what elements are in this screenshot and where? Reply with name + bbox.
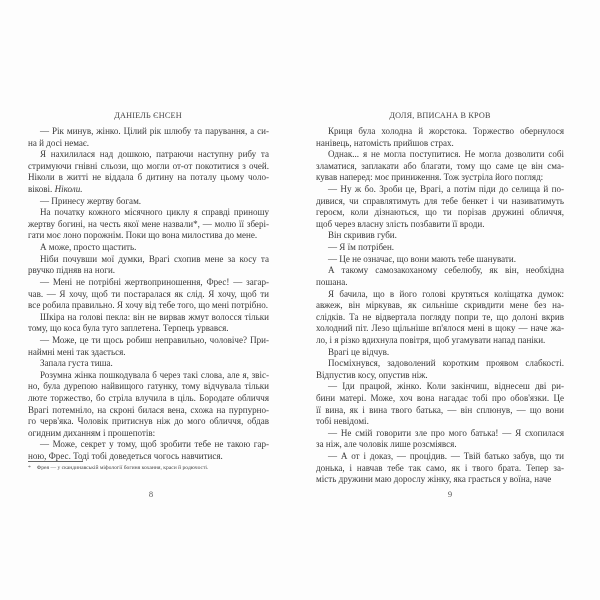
right-page [300, 0, 600, 600]
text-line: го черв'яка. Чоловік притиснув ніж до мого обличчя, обдав [28, 416, 269, 427]
text-line: Запала густа тиша. [40, 358, 113, 369]
text-line: за ніж, але чоловік лише розсміявся. [316, 439, 457, 450]
text-line: — Рік минув, жінко. Цілий рік шлюбу та парування, а си- [40, 126, 269, 136]
left-page [0, 0, 296, 600]
text-line: — Я їм потрібен. [328, 242, 395, 253]
text-line: нанівець, натомість прийшов страх. [316, 137, 454, 148]
text-line: чав. — Я хочу, щоб ти постаралася як слід. Я хочу, щоб ти [28, 288, 269, 299]
text-line: гати моє лоно порожнім. Поки що вона милостива до мене. [28, 230, 258, 241]
text-line: Криця була холодна й жорстока. Торжество обернулося [328, 126, 564, 136]
text-line: — Може, це ти щось робиш неправильно, чоловіче? При- [40, 334, 269, 345]
text-line: люте торжество, бо стріла влучила в ціль. Бородате обличчя [28, 393, 269, 404]
text-line: бини матері. Може, хоч вона нагадає тобі про обов'язки. Це [316, 393, 564, 404]
page-number-left: 8 [148, 489, 154, 499]
text-line: зламатися, заплакати або благати, тому що саме це він сма- [316, 160, 564, 171]
text-line: Я бачила, що в його голові крутяться коліщатка думок: [328, 288, 564, 299]
text-line: Він скривив губи. [328, 230, 397, 241]
footnote [28, 465, 208, 471]
text-line: вікові. Ніколи. [28, 184, 83, 195]
text-line: рвучко підняв на ноги. [28, 265, 116, 276]
italic-emphasis: Ніколи. [54, 184, 83, 195]
text-line: Я нахилилася над дошкою, патраючи наступну рибу та [40, 149, 269, 160]
footnote-divider [28, 461, 83, 462]
text-line: тому, що коса була туго заплетена. Терпець урвався. [28, 323, 229, 334]
text-line: наймні мені так здається. [28, 346, 126, 357]
text-line: — Це не означає, що вони мають тебе шанувати. [328, 253, 516, 264]
text-line: на й досі немає. [28, 137, 90, 148]
left-page-body [28, 126, 269, 463]
text-line: її вина, як і вина твого батька, — він сплюнув, — що вони [316, 404, 564, 415]
footnote-mark: * [28, 465, 31, 471]
text-line: А такому самозакоханому себелюбу, як він, необхідна [328, 265, 564, 276]
text-line: стримуючи гнівні сльози, що могли от-от покотитися з очей. [28, 160, 269, 171]
text-line: Розумна жінка пошкодувала б через такі слова, але я, звіс- [40, 369, 269, 380]
text-line: — Мені не потрібні жертвоприношення, Фрес! — загар- [40, 276, 269, 287]
text-line: ною, Фрес. Тоді тобі доведеться чогось навчитися. [28, 451, 223, 462]
text-line: огидним диханням і прошепотів: [28, 427, 156, 438]
text-line: На початку кожного місячного циклу я справді приношу [40, 207, 269, 218]
footnote-text: Фрея — у скандинавській міфології богиня кохання, краси й родючості. [36, 465, 209, 471]
text-line: Врагі це відчув. [328, 346, 390, 357]
running-head-author: ДАНІЕЛЬ ЄНСЕН [114, 111, 182, 120]
text-line: мість дружини маю дорослу жінку, яка грається у воїна, наче [316, 474, 552, 485]
text-line: кував наперед: моє приниження. Тож зустріла його погляд: [316, 172, 544, 183]
text-line: пошана. [316, 276, 348, 287]
text-line: Посміхнувся, задоволений коротким проявом слабкості. [328, 358, 564, 369]
text-line: щоб через власну злість позбавити її вроди. [316, 218, 485, 229]
text-line: Ніби почувши мої думки, Врагі схопив мене за косу та [40, 253, 269, 264]
text-line: — Ну ж бо. Зроби це, Врагі, а потім піди до селища й по- [328, 184, 564, 195]
text-line: ло, і я різко вдихнула повітря, щоб угамувати напад паніки. [316, 334, 546, 345]
text-line: все робила правильно. Я хочу від тебе того, що мені потрібно. [28, 300, 268, 311]
text-line: дивися, чи справлятимуть для тебе бенкет і чи називатимуть [316, 195, 564, 206]
text-line: донька, і навчав тебе так само, як і твого брата. Тепер за- [316, 462, 564, 473]
text-line: жертву богині, на честь якої мене назвали*, — молю її збері- [28, 218, 269, 229]
text-line: тобі невідомі. [316, 416, 369, 427]
text-line: Шкіра на голові пекла: він не вирвав жмут волосся тільки [40, 311, 269, 322]
right-page-body [316, 126, 564, 486]
text-line: холодний піт. Лезо щільніше вп'ялося мені в щоку — наче жа- [316, 323, 564, 334]
text-line: Однак... я не могла поступитися. Не могла дозволити собі [328, 149, 564, 160]
text-line: героєм, коли дізнаються, що ти порізав дружині обличчя, [316, 207, 564, 218]
text-line: авжеж, він міркував, як сильніше скривдити мене без на- [316, 300, 564, 311]
text-line: — Принесу жертву богам. [40, 195, 142, 206]
text-line: — Іди працюй, жінко. Коли закінчиш, віднесеш дві ри- [328, 381, 564, 392]
text-line: Врагі потемніло, на скроні билася вена, схожа на пурпурно- [28, 404, 269, 415]
text-line: Ніколи в житті не віддала б дитину на поталу цьому чоло- [28, 172, 269, 183]
text-line: Відпустив косу, опустив ніж. [316, 369, 428, 380]
text-line: слідків. Та не відвертала погляду попри те, що долоні вкрив [316, 311, 564, 322]
text-line: — Може, секрет у тому, щоб зробити тебе не такою гар- [40, 439, 269, 450]
text-line: А може, просто щастить. [40, 242, 137, 253]
text-line: — А от і доказ, — процідив. — Твій батько забув, що ти [328, 451, 564, 462]
running-head-title: ДОЛЯ, ВПИСАНА В КРОВ [389, 111, 491, 120]
text-line: — Не смій говорити зле про мого батька! — Я схопилася [328, 427, 564, 438]
page-number-right: 9 [447, 489, 453, 499]
text-line: но, була дурепою найвищого гатунку, тому відчувала тільки [28, 381, 269, 392]
